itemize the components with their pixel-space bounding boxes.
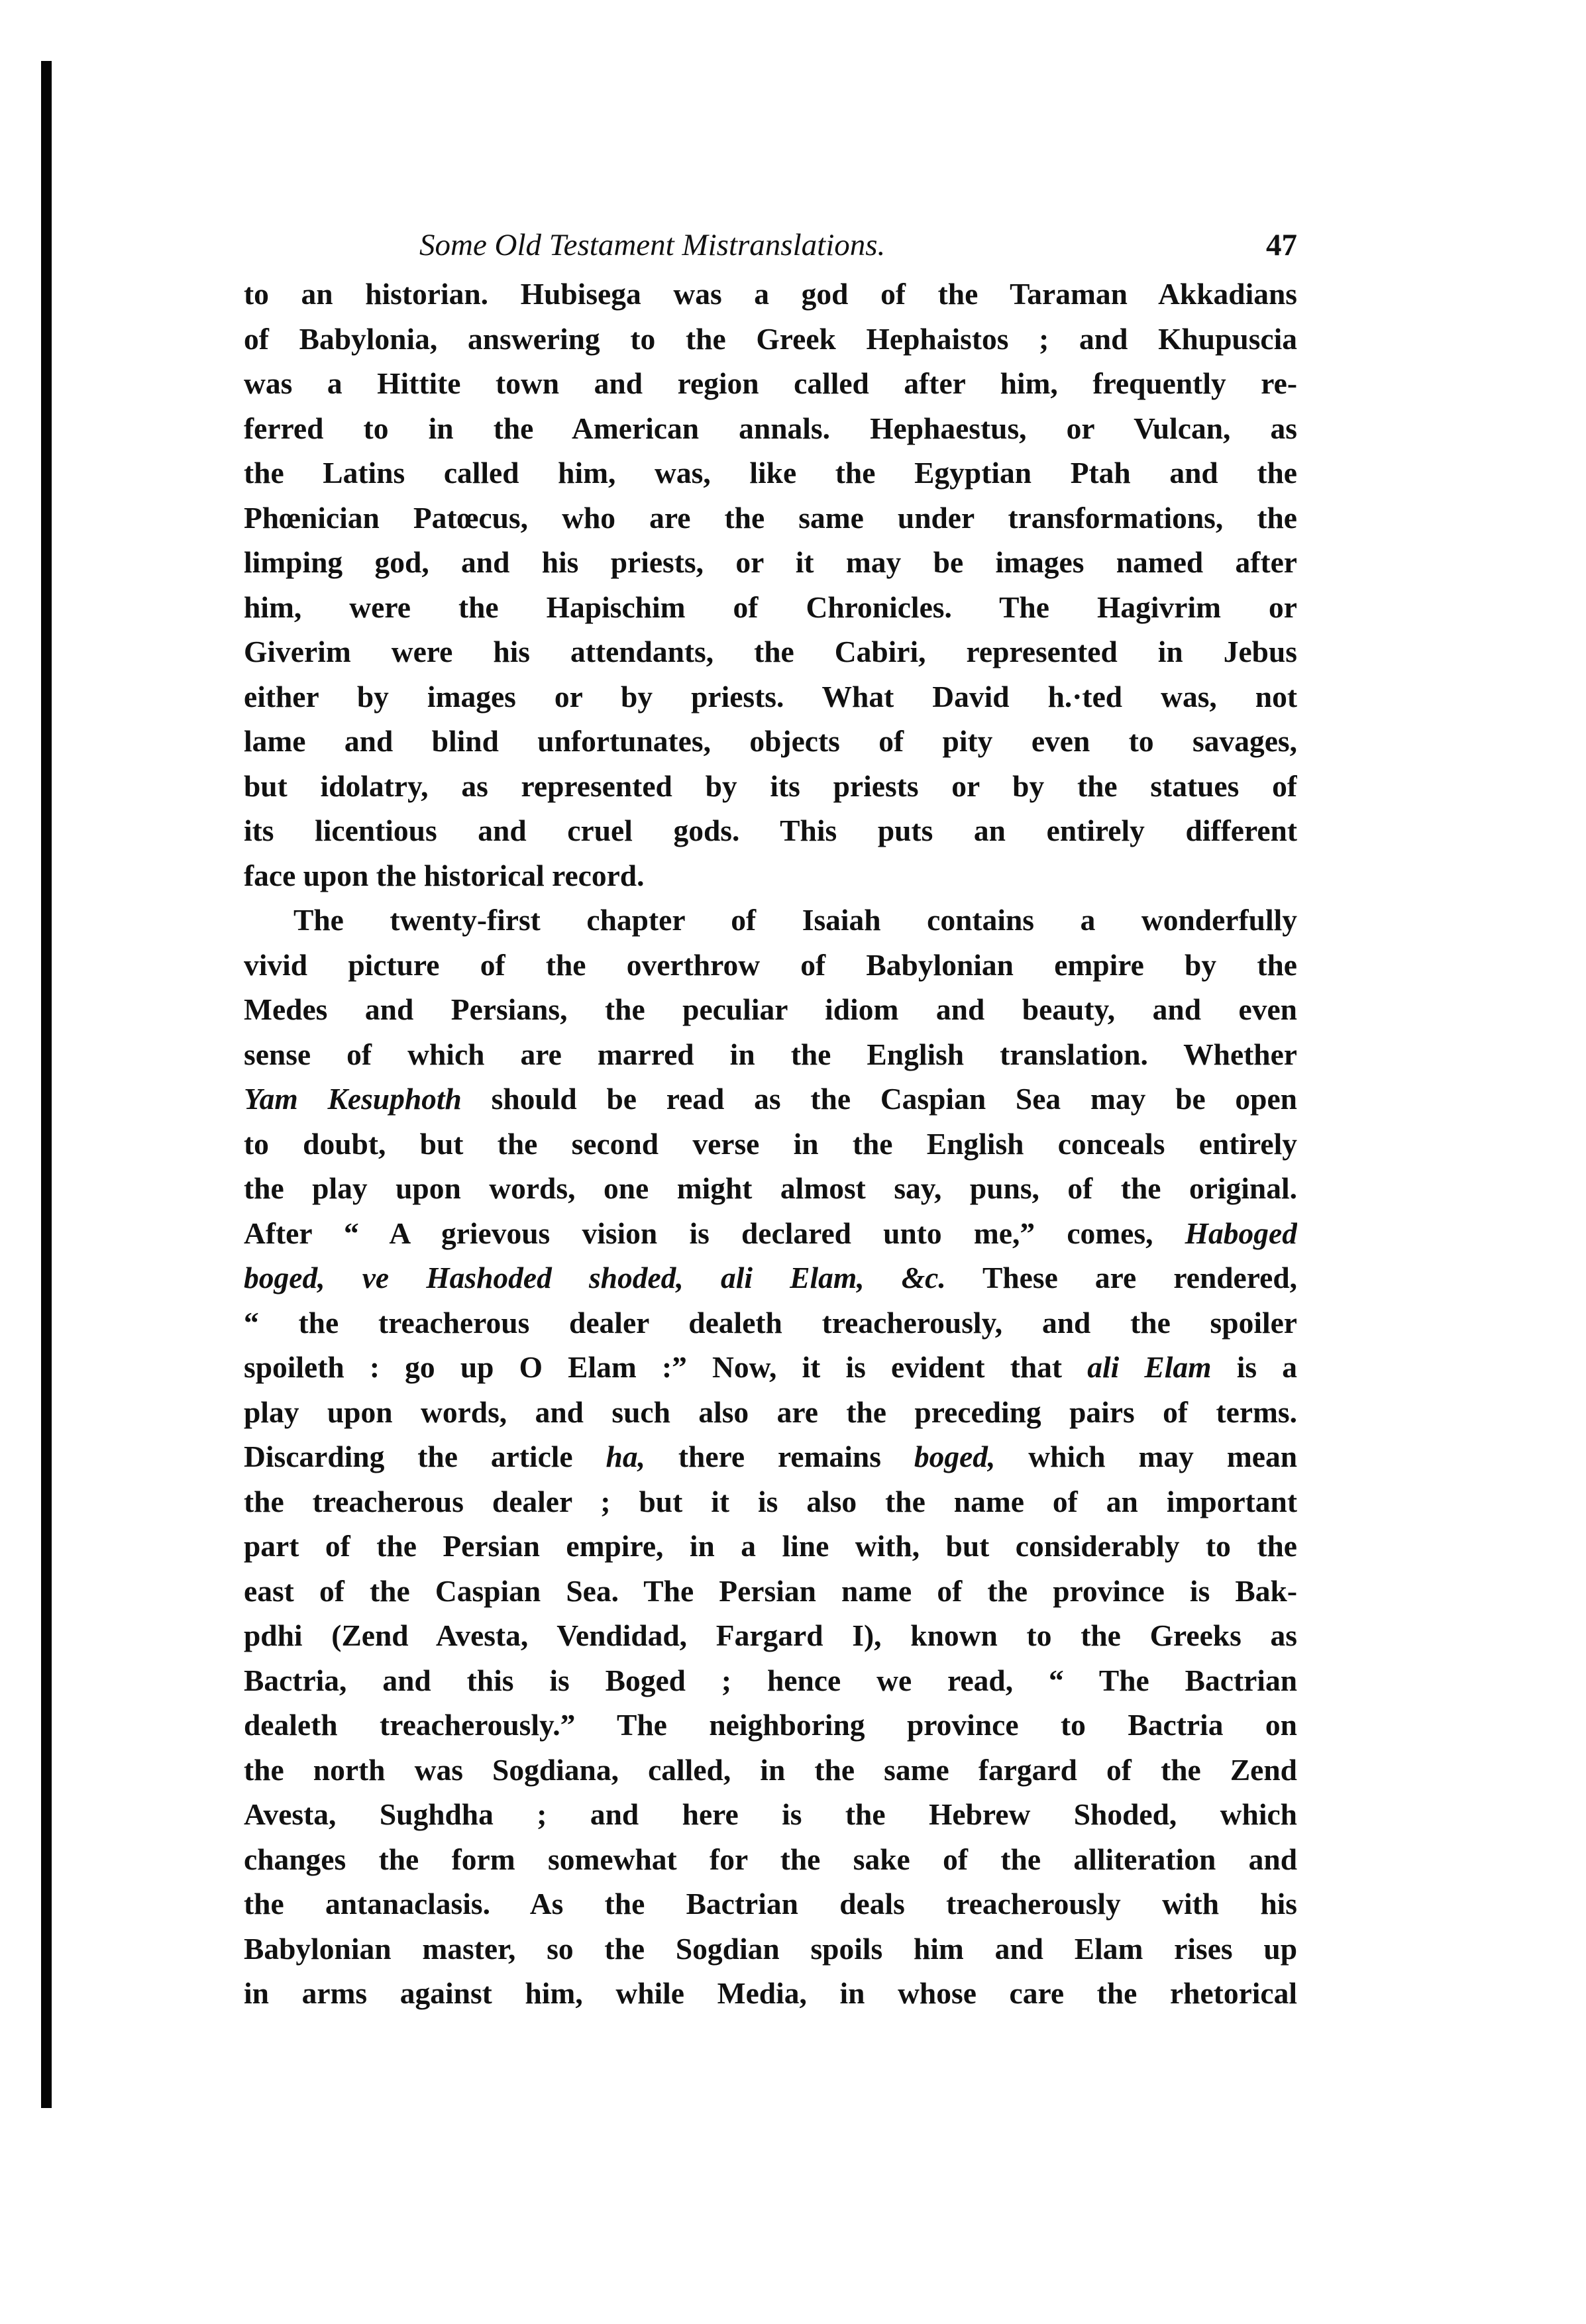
text-line	[244, 629, 1297, 674]
text-run: Bactria, and this is Boged ; hence we read, “ The Bactrian	[244, 1663, 1297, 1697]
text-run: The twenty-first chapter of Isaiah contains a wonderfully	[293, 903, 1297, 937]
text-run: which may mean	[995, 1440, 1297, 1473]
italic-text: Yam Kesuphoth	[244, 1082, 462, 1116]
scan-edge-shadow	[41, 61, 52, 2108]
text-line	[244, 361, 1297, 406]
page-number: 47	[1266, 228, 1297, 262]
text-run: ferred to in the American annals. Hephaestus, or Vulcan, as	[244, 411, 1297, 445]
paragraph	[244, 272, 1297, 898]
text-run: of Babylonia, answering to the Greek Hephaistos ; and Khupuscia	[244, 321, 1297, 356]
text-run: the Latins called him, was, like the Egyptian Ptah and the	[244, 456, 1297, 490]
text-line	[244, 808, 1297, 853]
text-run: Avesta, Sughdha ; and here is the Hebrew Shoded, which	[244, 1797, 1297, 1831]
text-line	[244, 1837, 1297, 1882]
text-run: sense of which are marred in the English translation. Whether	[244, 1037, 1297, 1071]
text-run: east of the Caspian Sea. The Persian name of the province is Bak-	[244, 1573, 1297, 1608]
text-line	[244, 674, 1297, 719]
text-run: “ the treacherous dealer dealeth treacherously, and the spoiler	[244, 1305, 1297, 1340]
text-line	[244, 1613, 1297, 1658]
text-line	[244, 1077, 1297, 1122]
text-run: vivid picture of the overthrow of Babylonian empire by the	[244, 947, 1297, 982]
italic-text: boged,	[914, 1440, 996, 1473]
text-line	[244, 496, 1297, 541]
text-line	[244, 1434, 1297, 1479]
text-line	[244, 1881, 1297, 1927]
text-run: Medes and Persians, the peculiar idiom and beauty, and even	[244, 992, 1297, 1026]
text-line	[244, 1569, 1297, 1614]
text-run: spoileth : go up O Elam :” Now, it is evident that	[244, 1350, 1088, 1384]
text-run: Phœnician Patœcus, who are the same under transformations, the	[244, 500, 1297, 535]
text-line	[244, 898, 1297, 943]
text-run: Giverim were his attendants, the Cabiri, represented in Jebus	[244, 635, 1297, 668]
text-line	[244, 585, 1297, 630]
text-run: dealeth treacherously.” The neighboring province to Bactria on	[244, 1708, 1297, 1742]
text-run: its licentious and cruel gods. This puts an entirely different	[244, 814, 1297, 847]
text-run: the play upon words, one might almost say, puns, of the original.	[244, 1171, 1297, 1205]
text-run: These are rendered,	[945, 1261, 1297, 1294]
text-line	[244, 719, 1297, 764]
text-line	[244, 764, 1297, 809]
text-line	[244, 317, 1297, 362]
text-line	[244, 1166, 1297, 1211]
text-run: part of the Persian empire, in a line with, but considerably to the	[244, 1529, 1297, 1563]
text-run: in arms against him, while Media, in whose care the rhetorical	[244, 1976, 1297, 2010]
text-line	[244, 943, 1297, 988]
running-title: Some Old Testament Mistranslations.	[419, 228, 886, 262]
text-line	[244, 1032, 1297, 1077]
text-run: Babylonian master, so the Sogdian spoils him and Elam rises up	[244, 1931, 1297, 1966]
text-line	[244, 406, 1297, 451]
text-line	[244, 987, 1297, 1032]
text-line	[244, 1255, 1297, 1300]
text-line	[244, 272, 1297, 317]
text-run: was a Hittite town and region called after him, frequently re-	[244, 366, 1297, 400]
italic-text: Haboged	[1185, 1216, 1297, 1250]
text-line	[244, 1345, 1297, 1390]
text-run: changes the form somewhat for the sake of the alliteration and	[244, 1842, 1297, 1876]
book-page	[244, 219, 1297, 2016]
text-run: him, were the Hapischim of Chronicles. The Hagivrim or	[244, 590, 1297, 624]
text-run: lame and blind unfortunates, objects of pity even to savages,	[244, 724, 1297, 758]
text-run: pdhi (Zend Avesta, Vendidad, Fargard I), known to the Greeks as	[244, 1618, 1297, 1652]
running-head	[244, 219, 1297, 272]
text-run: to an historian. Hubisega was a god of the Taraman Akkadians	[244, 277, 1297, 311]
text-line	[244, 1479, 1297, 1524]
text-line	[244, 1971, 1297, 2016]
text-line	[244, 1300, 1297, 1346]
text-run: play upon words, and such also are the preceding pairs of terms.	[244, 1395, 1297, 1429]
text-run: either by images or by priests. What David h.·ted was, not	[244, 679, 1297, 713]
text-run: is a	[1211, 1350, 1297, 1384]
text-run: the treacherous dealer ; but it is also the name of an important	[244, 1484, 1297, 1518]
text-run: Discarding the article	[244, 1440, 606, 1473]
text-run: should be read as the Caspian Sea may be open	[461, 1082, 1297, 1116]
text-line	[244, 1390, 1297, 1435]
text-line	[244, 1658, 1297, 1703]
text-line	[244, 1792, 1297, 1837]
text-line	[244, 1927, 1297, 1972]
body-text	[244, 272, 1297, 2016]
text-run: limping god, and his priests, or it may be images named after	[244, 545, 1297, 579]
text-run: After “ A grievous vision is declared unto me,” comes,	[244, 1216, 1185, 1250]
text-run: face upon the historical record.	[244, 858, 645, 892]
text-line	[244, 1211, 1297, 1256]
text-run: the antanaclasis. As the Bactrian deals treacherously with his	[244, 1887, 1297, 1921]
text-line	[244, 1748, 1297, 1793]
text-line	[244, 853, 1297, 898]
italic-text: ha,	[606, 1440, 645, 1473]
text-line	[244, 540, 1297, 585]
text-run: the north was Sogdiana, called, in the same fargard of the Zend	[244, 1752, 1297, 1787]
text-line	[244, 450, 1297, 496]
text-run: but idolatry, as represented by its priests or by the statues of	[244, 768, 1297, 803]
text-run: to doubt, but the second verse in the English conceals entirely	[244, 1126, 1297, 1161]
text-line	[244, 1122, 1297, 1167]
text-line	[244, 1703, 1297, 1748]
text-line	[244, 1524, 1297, 1569]
italic-text: boged, ve Hashoded shoded, ali Elam, &c.	[244, 1261, 946, 1294]
paragraph	[244, 898, 1297, 2016]
italic-text: ali Elam	[1087, 1350, 1212, 1384]
text-run: there remains	[645, 1440, 914, 1473]
